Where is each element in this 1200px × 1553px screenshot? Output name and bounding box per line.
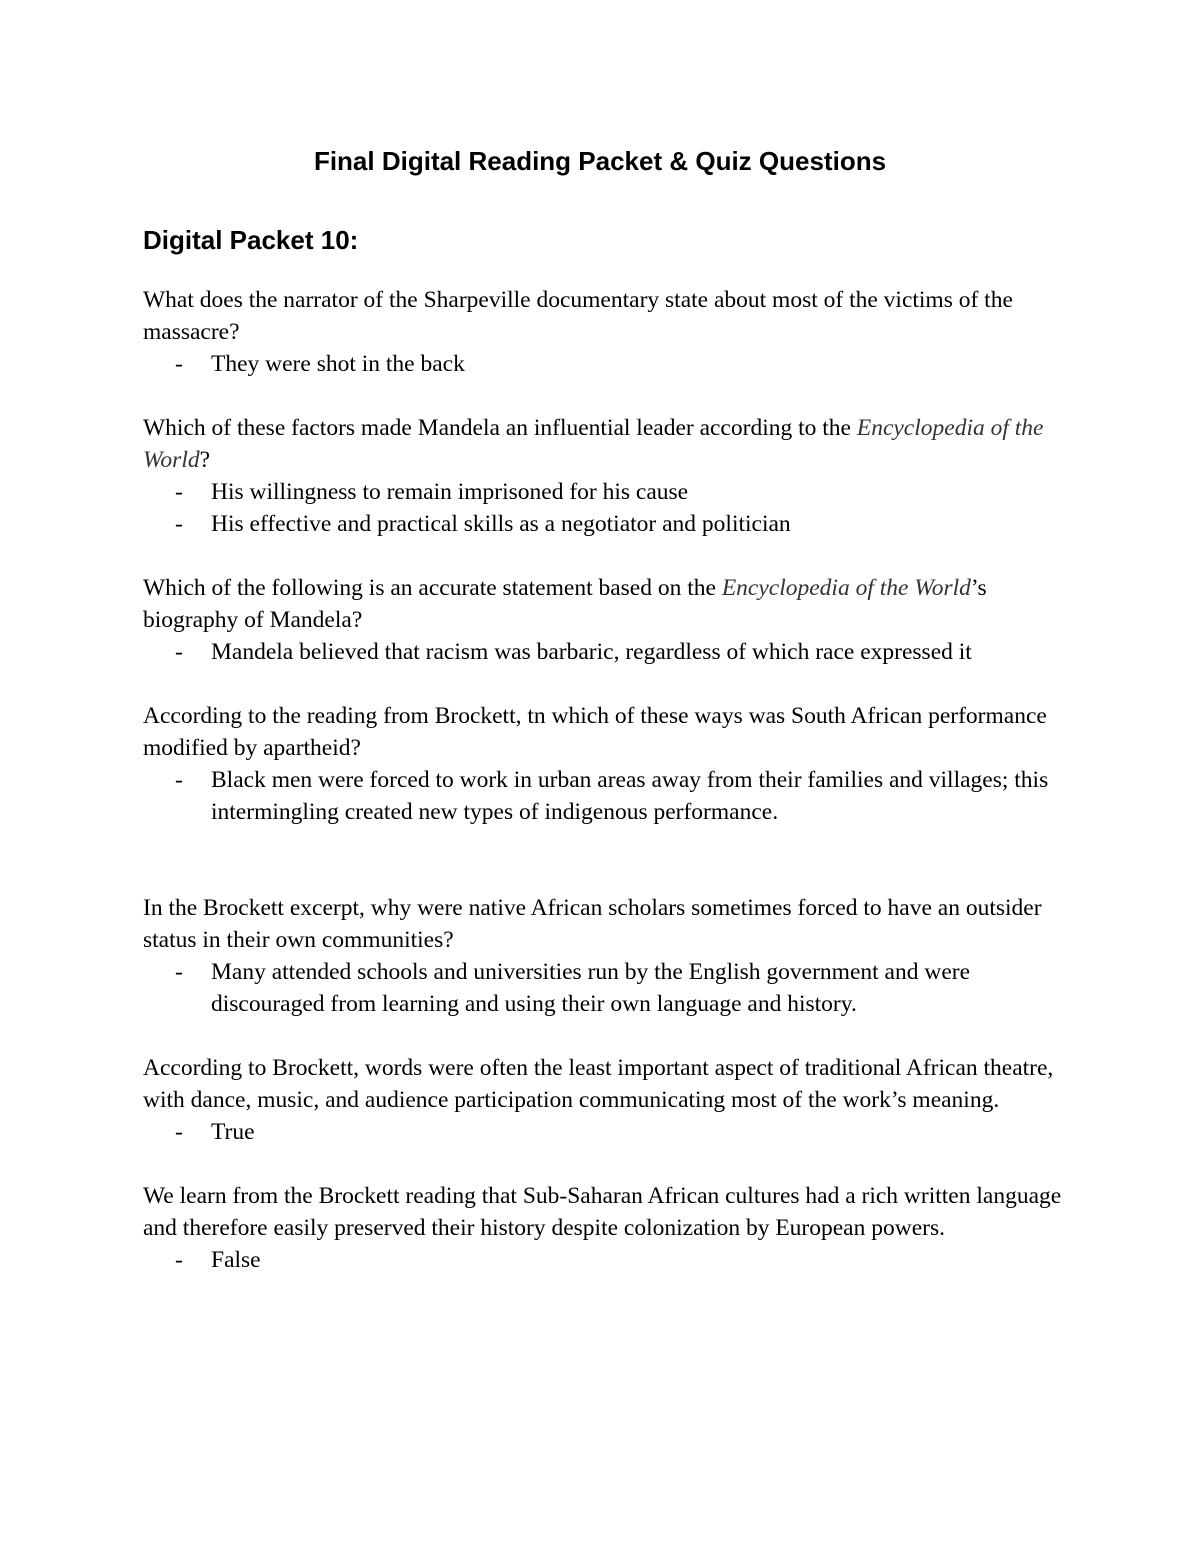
question-segment: In the Brockett excerpt, why were native African scholars sometimes forced to have an outsider status in their own communities?: [143, 895, 1042, 953]
question-block: [143, 892, 1063, 1020]
question-block: [143, 412, 1063, 540]
answer-bullet: -: [175, 479, 183, 505]
answer-item: [143, 1244, 1063, 1276]
answer-bullet: -: [175, 1247, 183, 1273]
document-title: Final Digital Reading Packet & Quiz Questions: [313, 146, 887, 176]
question-segment: According to Brockett, words were often the least important aspect of traditional African theatre, with dance, music, and audience participation communicating most of the work’s meaning.: [143, 1055, 1054, 1113]
question-italic-title: Encyclopedia of the World: [143, 415, 1044, 473]
answer-item: [143, 508, 1063, 540]
section-heading: Digital Packet 10:: [143, 225, 359, 255]
question-italic-title: Encyclopedia of the World: [721, 575, 971, 601]
answer-bullet: -: [175, 767, 183, 793]
question-text: [143, 1052, 1063, 1116]
answer-text: Black men were forced to work in urban areas away from their families and villages; this intermingling created new types of indigenous performance.: [211, 767, 1049, 825]
question-segment: What does the narrator of the Sharpeville documentary state about most of the victims of the massacre?: [143, 287, 1013, 345]
answer-bullet: -: [175, 351, 183, 377]
answer-item: [143, 1116, 1063, 1148]
answer-bullet: -: [175, 959, 183, 985]
question-text: [143, 284, 1063, 348]
question-block: [143, 1052, 1063, 1148]
answer-item: [143, 956, 1063, 1020]
question-block: [143, 700, 1063, 828]
answer-text: Mandela believed that racism was barbaric, regardless of which race expressed it: [211, 639, 972, 665]
answer-bullet: -: [175, 1119, 183, 1145]
question-text: [143, 572, 1063, 636]
answer-text: His effective and practical skills as a negotiator and politician: [211, 511, 791, 537]
question-list: [143, 284, 1063, 1308]
question-segment: We learn from the Brockett reading that Sub-Saharan African cultures had a rich written language and therefore easily preserved their history despite colonization by European powers.: [143, 1183, 1062, 1241]
question-text: [143, 892, 1063, 956]
answer-bullet: -: [175, 639, 183, 665]
question-segment: ?: [199, 447, 211, 473]
answer-item: [143, 636, 1063, 668]
question-text: [143, 412, 1063, 476]
question-text: [143, 1180, 1063, 1244]
answer-text: They were shot in the back: [211, 351, 465, 377]
answer-item: [143, 764, 1063, 828]
answer-bullet: -: [175, 511, 183, 537]
question-block: [143, 572, 1063, 668]
answer-text: His willingness to remain imprisoned for his cause: [211, 479, 689, 505]
question-block: [143, 1180, 1063, 1276]
answer-text: False: [211, 1247, 261, 1273]
question-segment: Which of the following is an accurate statement based on the: [143, 575, 722, 601]
question-segment: ’s biography of Mandela?: [143, 575, 987, 633]
answer-item: [143, 348, 1063, 380]
question-text: [143, 700, 1063, 764]
answer-item: [143, 476, 1063, 508]
question-segment: According to the reading from Brockett, tn which of these ways was South African performance modified by apartheid?: [143, 703, 1047, 761]
answer-text: Many attended schools and universities run by the English government and were discouraged from learning and using their own language and history.: [211, 959, 970, 1017]
answer-text: True: [211, 1119, 255, 1145]
question-block: [143, 284, 1063, 380]
question-segment: Which of these factors made Mandela an influential leader according to the: [143, 415, 857, 441]
